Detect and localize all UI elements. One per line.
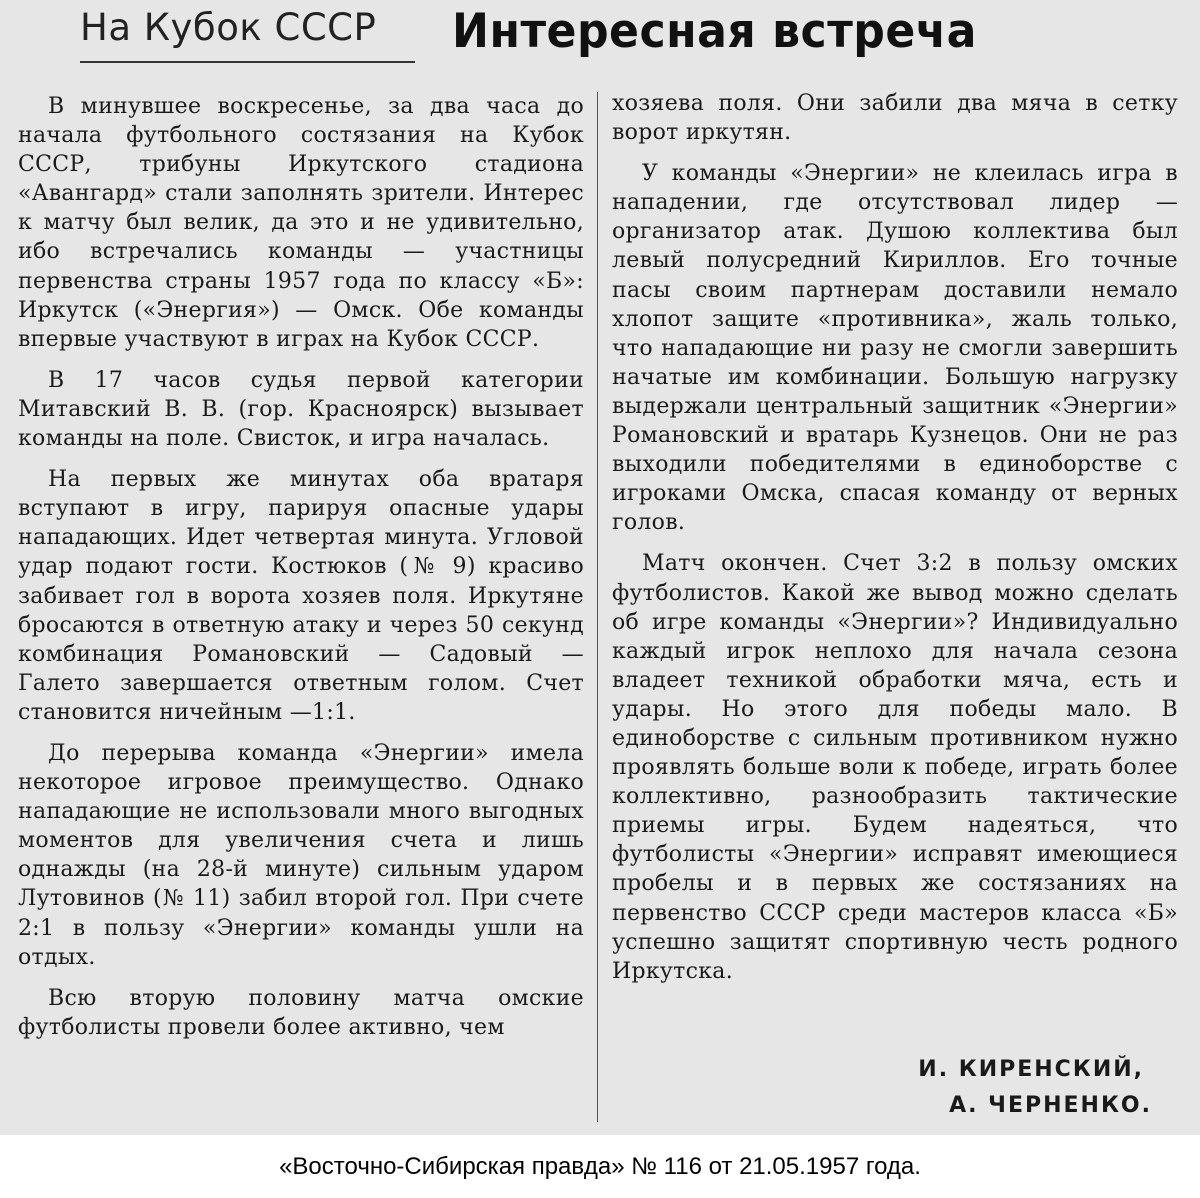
paragraph: Матч окончен. Счет 3:2 в пользу омских футболистов. Какой же вывод можно сделать об игре команды «Энергии»? Индивидуально каждый игрок неплохо для начала сезона владеет техникой обработки мяча, есть и удары. Но этого для победы мало. В единоборстве с сильным противником нужно проявлять больше воли к победе, играть более коллективно, разнообразить тактические приемы игры. Будем надеяться, что футболисты «Энергии» исправят имеющиеся пробелы и в первых же состязаниях на первенство СССР среди мастеров класса «Б» успешно защитят спортивную честь родного Иркутска. [612,551,1178,984]
paragraph: В минувшее воскресенье, за два часа до начала футбольного состязания на Кубок СССР, трибуны Иркутского стадиона «Авангард» стали заполнять зрители. Интерес к матчу был велик, да это и не удивительно, ибо встречались команды — участницы первенства страны 1957 года по классу «Б»: Иркутск («Энергия») — Омск. Обе команды впервые участвуют в играх на Кубок СССР. [18,94,584,352]
rubric-underline [80,61,415,63]
paragraph: В 17 часов судья первой категории Митавский В. В. (гор. Красноярск) вызывает команды на поле. Свисток, и игра началась. [18,367,584,452]
paragraph: хозяева поля. Они забили два мяча в сетку ворот иркутян. [612,91,1178,146]
article-column-left [18,92,584,1042]
paragraph: Всю вторую половину матча омские футболисты провели более активно, чем [18,985,584,1040]
article-column-right [612,89,1178,986]
author-signature [918,1052,1152,1124]
paragraph: У команды «Энергии» не клеилась игра в нападении, где отсутствовал лидер — организатор атак. Душою коллектива был левый полусредний Кириллов. Его точные пасы своим партнерам доставили немало хлопот защите «противника», жаль только, что нападающие ни разу не смогли завершить начатые им комбинации. Большую нагрузку выдержали центральный защитник «Энергии» Романовский и вратарь Кузнецов. Они не раз выходили победителями в единоборстве с игроками Омска, спасая команду от верных голов. [612,161,1178,536]
column-divider [597,92,598,1122]
paragraph: На первых же минутах оба вратаря вступают в игру, парируя опасные удары нападающих. Идет четвертая минута. Угловой удар подают гости. Костюков (№ 9) красиво забивает гол в ворота хозяев поля. Иркутяне бросаются в ответную атаку и через 50 секунд комбинация Романовский — Садовый — Галето завершается ответным голом. Счет становится ничейным —1:1. [18,467,584,725]
rubric-heading: На Кубок СССР [80,6,377,49]
author-name: И. КИРЕНСКИЙ, [918,1057,1144,1082]
source-caption: «Восточно-Сибирская правда» № 116 от 21.05.1957 года. [279,1153,921,1180]
article-headline: Интересная встреча [452,4,977,59]
paragraph: До перерыва команда «Энергии» имела некоторое игровое преимущество. Однако нападающие не использовали много выгодных моментов для увеличения счета и лишь однажды (на 28-й минуте) сильным ударом Лутовинов (№ 11) забил второй гол. При счете 2:1 в пользу «Энергии» команды ушли на отдых. [18,740,584,970]
author-name: А. ЧЕРНЕНКО. [949,1093,1152,1118]
